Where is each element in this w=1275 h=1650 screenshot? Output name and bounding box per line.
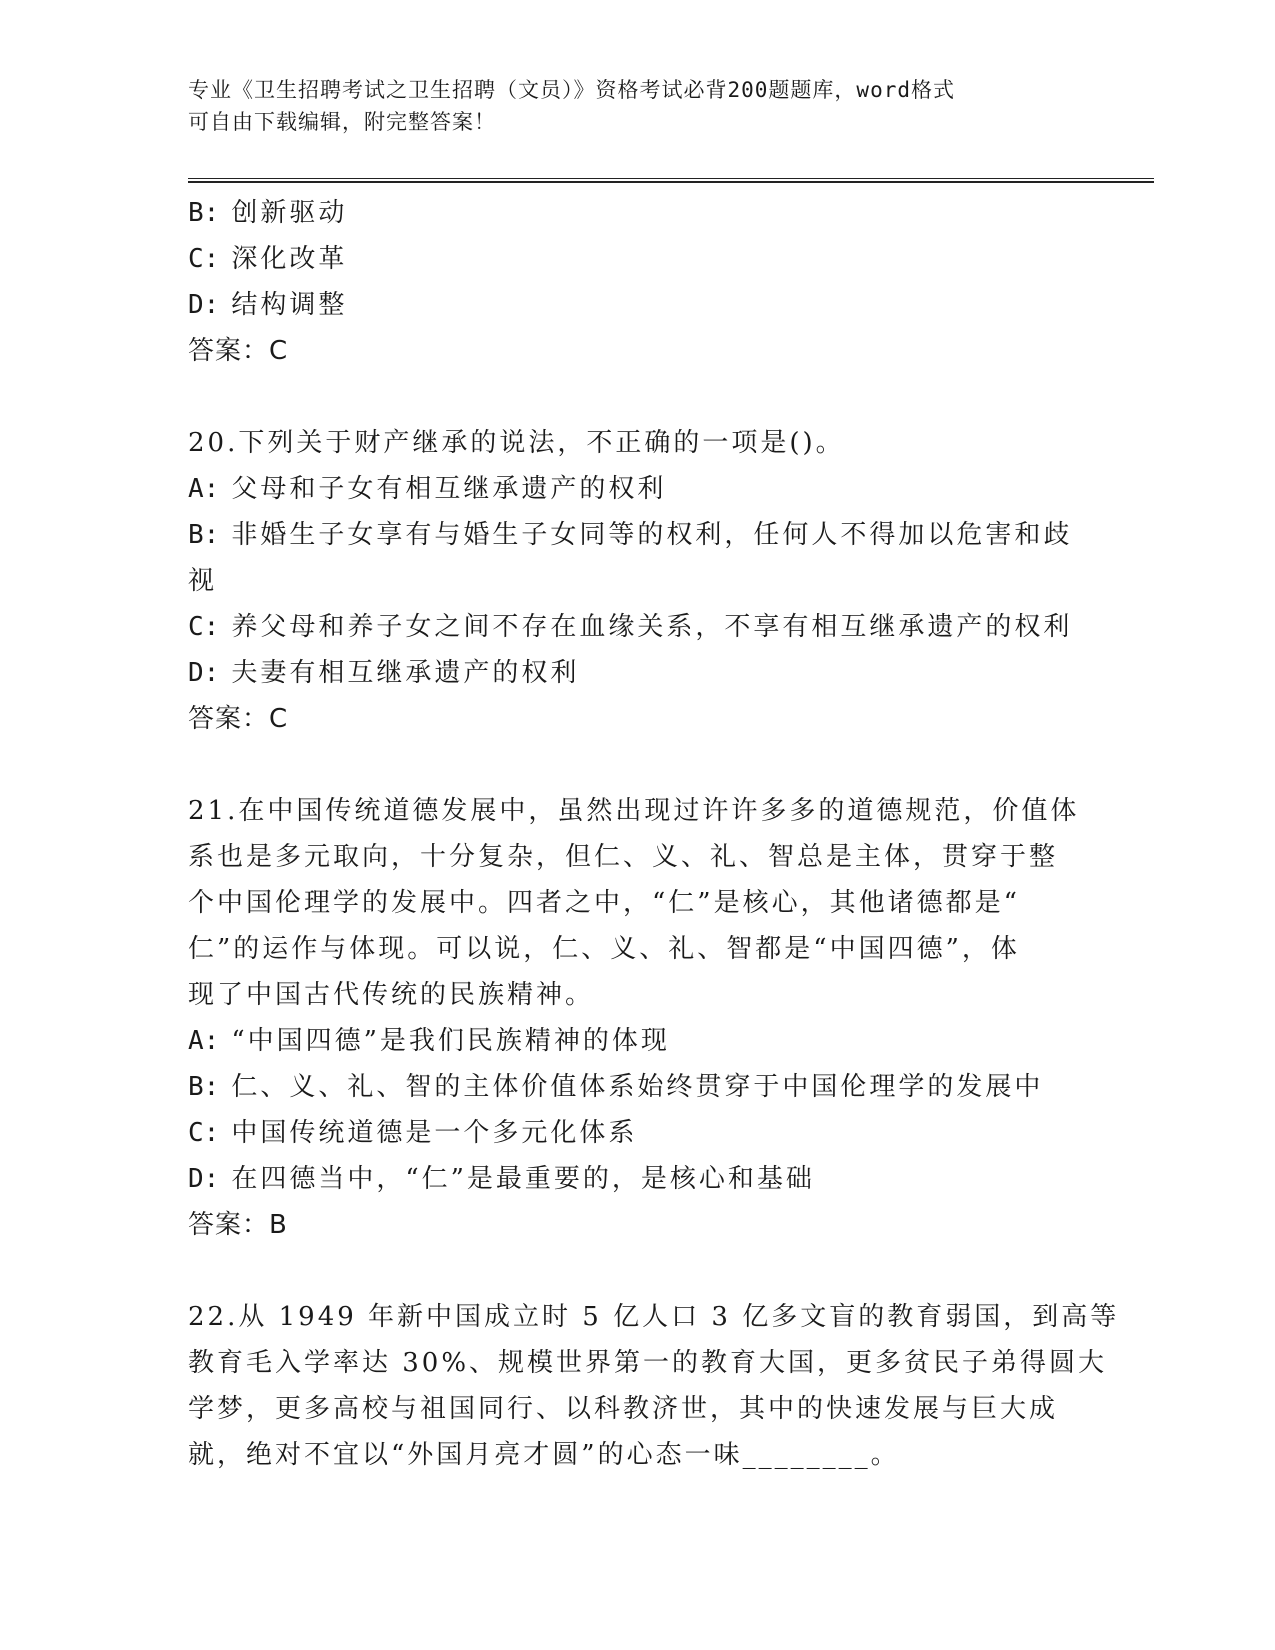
option-text: 夫妻有相互继承遗产的权利 <box>231 658 580 688</box>
answer-line: 答案：C <box>188 336 289 366</box>
option-d <box>188 1156 1088 1202</box>
question-stem-line: 系也是多元取向，十分复杂，但仁、义、礼、智总是主体，贯穿于整 <box>188 842 1059 872</box>
option-text: “中国四德”是我们民族精神的体现 <box>231 1026 670 1056</box>
option-letter: B: <box>188 198 220 228</box>
option-text: 仁、义、礼、智的主体价值体系始终贯穿于中国伦理学的发展中 <box>231 1072 1044 1102</box>
document-header <box>188 74 1068 138</box>
option-a <box>188 466 1088 512</box>
option-letter: A: <box>188 1026 220 1056</box>
option-b <box>188 190 1088 236</box>
question-21 <box>188 788 1088 1248</box>
option-text: 创新驱动 <box>231 198 348 228</box>
option-b <box>188 1064 1088 1110</box>
question-stem-line: 22.从 1949 年新中国成立时 5 亿人口 3 亿多文盲的教育弱国，到高等 <box>188 1302 1120 1332</box>
question-stem-line: 学梦，更多高校与祖国同行、以科教济世，其中的快速发展与巨大成 <box>188 1394 1059 1424</box>
option-c <box>188 236 1088 282</box>
header-line-2: 可自由下载编辑，附完整答案！ <box>188 110 496 134</box>
header-rule-thin <box>188 178 1154 179</box>
option-b <box>188 512 1088 558</box>
header-line-1: 专业《卫生招聘考试之卫生招聘（文员）》资格考试必背200题题库，word格式 <box>188 78 955 102</box>
question-20 <box>188 420 1088 742</box>
option-letter: C: <box>188 612 220 642</box>
option-letter: D: <box>188 1164 220 1194</box>
option-d <box>188 282 1088 328</box>
question-stem-line: 个中国伦理学的发展中。四者之中，“仁”是核心，其他诸德都是“ <box>188 888 1020 918</box>
option-d <box>188 650 1088 696</box>
option-text: 视 <box>188 566 218 596</box>
option-text: 父母和子女有相互继承遗产的权利 <box>231 474 667 504</box>
question-stem-line: 就，绝对不宜以“外国月亮才圆”的心态一味________。 <box>188 1440 900 1470</box>
option-letter: D: <box>188 290 220 320</box>
option-letter: A: <box>188 474 220 504</box>
option-letter: C: <box>188 1118 220 1148</box>
document-body <box>188 190 1120 1478</box>
option-letter: B: <box>188 1072 220 1102</box>
option-text: 结构调整 <box>231 290 348 320</box>
answer-line: 答案：B <box>188 1210 288 1240</box>
option-b-continued <box>188 558 1088 604</box>
option-text: 中国传统道德是一个多元化体系 <box>231 1118 638 1148</box>
option-a <box>188 1018 1088 1064</box>
question-stem-line: 仁”的运作与体现。可以说，仁、义、礼、智都是“中国四德”，体 <box>188 934 1020 964</box>
option-text: 养父母和养子女之间不存在血缘关系，不享有相互继承遗产的权利 <box>231 612 1073 642</box>
option-letter: C: <box>188 244 220 274</box>
header-rule-thick <box>188 181 1154 183</box>
answer-line: 答案：C <box>188 704 289 734</box>
option-text: 在四德当中，“仁”是最重要的，是核心和基础 <box>231 1164 815 1194</box>
question-22 <box>188 1294 1120 1478</box>
option-letter: D: <box>188 658 220 688</box>
question-stem-line: 教育毛入学率达 30%、规模世界第一的教育大国，更多贫民子弟得圆大 <box>188 1348 1108 1378</box>
option-c <box>188 1110 1088 1156</box>
question-19-tail <box>188 190 1088 374</box>
question-stem-line: 现了中国古代传统的民族精神。 <box>188 980 595 1010</box>
question-stem-line: 21.在中国传统道德发展中，虽然出现过许许多多的道德规范，价值体 <box>188 796 1080 826</box>
option-c <box>188 604 1088 650</box>
option-text: 非婚生子女享有与婚生子女同等的权利，任何人不得加以危害和歧 <box>231 520 1073 550</box>
question-stem: 20.下列关于财产继承的说法，不正确的一项是()。 <box>188 428 845 458</box>
option-letter: B: <box>188 520 220 550</box>
option-text: 深化改革 <box>231 244 348 274</box>
